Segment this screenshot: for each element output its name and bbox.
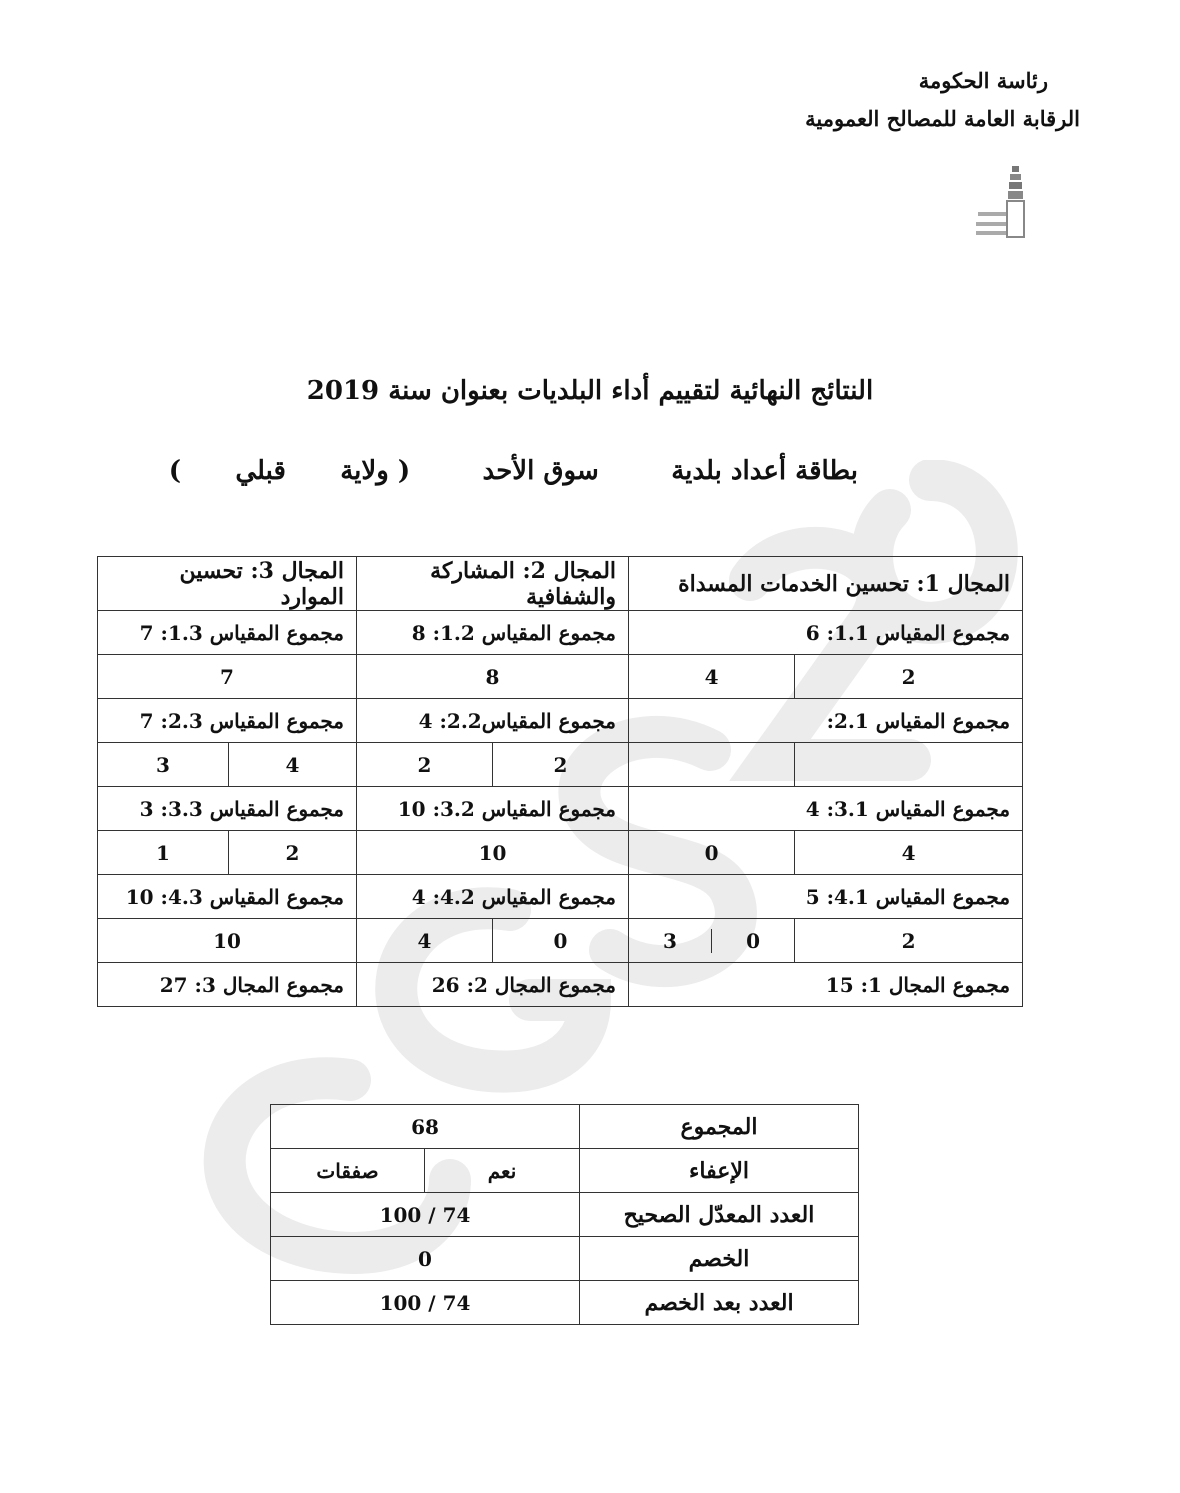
table-cell: 3 [663,928,677,953]
header [805,62,1080,138]
emblem-icon [972,162,1036,240]
table-row [98,611,1023,655]
subtitle-prefix: بطاقة أعداد بلدية [671,456,858,486]
table-cell: مجموع المقياس2.2: 4 [357,699,629,743]
table-row [271,1149,859,1193]
page-title: النتائج النهائية لتقييم أداء البلديات بعنوان سنة 2019 [306,376,874,406]
table-cell: 2 [795,655,1023,699]
table-cell: 2 [229,831,357,875]
summary-value: 0 [271,1237,580,1281]
table-cell: 1 [98,831,229,875]
table-cell [629,743,795,787]
table-cell: مجموع المقياس 3.3: 3 [98,787,357,831]
municipality-subtitle [169,456,858,486]
header-line-2: الرقابة العامة للمصالح العمومية [805,106,1080,131]
table-cell: مجموع المجال 2: 26 [357,963,629,1007]
table-cell: مجموع المقياس 3.2: 10 [357,787,629,831]
domain-3-header: المجال 3: تحسين الموارد [98,557,357,611]
table-row [271,1193,859,1237]
table-cell: مجموع المقياس 3.1: 4 [629,787,1023,831]
table-row [98,743,1023,787]
table-cell: 4 [629,655,795,699]
header-line-1: رئاسة الحكومة [918,68,1048,93]
table-cell: 4 [229,743,357,787]
table-cell: 3 [98,743,229,787]
table-cell: مجموع المقياس 4.1: 5 [629,875,1023,919]
table-cell: مجموع المقياس 2.1: [629,699,1023,743]
summary-value: صفقات [271,1149,425,1193]
table-row [98,919,1023,963]
municipality-name: سوق الأحد [482,456,599,486]
table-cell: مجموع المجال 1: 15 [629,963,1023,1007]
summary-value: نعم [425,1149,580,1193]
table-row [271,1281,859,1325]
table-cell: 7 [98,655,357,699]
table-cell: مجموع المقياس 2.3: 7 [98,699,357,743]
table-row [98,875,1023,919]
state-name: قبلي [235,456,286,486]
table-row [98,963,1023,1007]
table-cell [629,919,795,963]
domains-table [97,556,1023,1007]
state-close: ) [168,456,182,486]
table-cell: مجموع المجال 3: 27 [98,963,357,1007]
table-row [271,1237,859,1281]
table-row [98,557,1023,611]
table-cell [795,743,1023,787]
summary-value: 74 / 100 [271,1193,580,1237]
table-cell: 4 [795,831,1023,875]
table-cell: مجموع المقياس 1.1: 6 [629,611,1023,655]
domain-2-header: المجال 2: المشاركة والشفافية [357,557,629,611]
table-cell: مجموع المقياس 1.3: 7 [98,611,357,655]
summary-label: العدد بعد الخصم [580,1281,859,1325]
table-cell: 2 [357,743,493,787]
summary-table [270,1104,859,1325]
table-cell: مجموع المقياس 1.2: 8 [357,611,629,655]
table-cell: مجموع المقياس 4.3: 10 [98,875,357,919]
table-cell: 2 [795,919,1023,963]
table-cell: 10 [98,919,357,963]
table-row [98,655,1023,699]
table-cell: 8 [357,655,629,699]
summary-label: المجموع [580,1105,859,1149]
domain-1-header: المجال 1: تحسين الخدمات المسداة [629,557,1023,611]
table-cell: 10 [357,831,629,875]
summary-label: الخصم [580,1237,859,1281]
summary-value: 68 [271,1105,580,1149]
table-cell: 0 [493,919,629,963]
table-cell: 0 [711,929,794,953]
table-row [98,831,1023,875]
summary-label: الإعفاء [580,1149,859,1193]
table-row [271,1105,859,1149]
table-cell: 4 [357,919,493,963]
table-cell: 2 [493,743,629,787]
table-row [98,699,1023,743]
state-open: ( ولاية [340,456,411,486]
table-cell: مجموع المقياس 4.2: 4 [357,875,629,919]
summary-value: 74 / 100 [271,1281,580,1325]
summary-label: العدد المعدّل الصحيح [580,1193,859,1237]
table-row [98,787,1023,831]
table-cell: 0 [629,831,795,875]
